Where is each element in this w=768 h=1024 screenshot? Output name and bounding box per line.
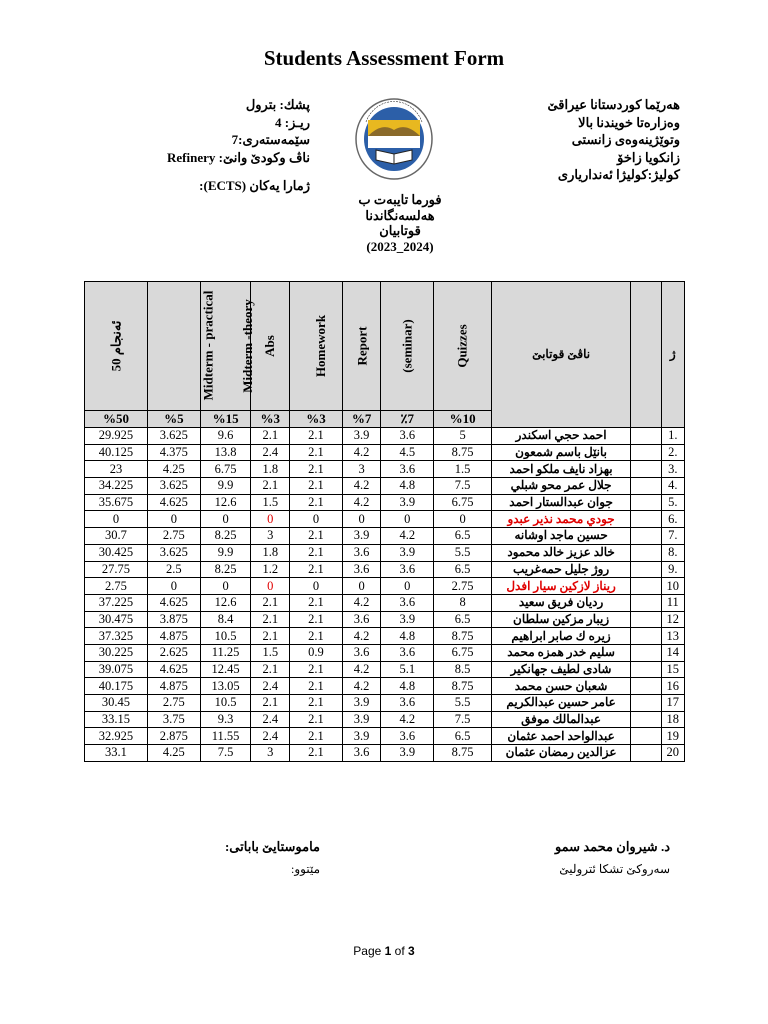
cell-seminar: 3.6: [381, 594, 434, 611]
cell-homework: 2.1: [290, 528, 343, 545]
cell-number: 3.: [661, 461, 684, 478]
cell-seminar: 3.6: [381, 461, 434, 478]
cell-report: 4.2: [342, 494, 381, 511]
cell-total: 27.75: [85, 561, 148, 578]
weight-midterm-practical: %5: [147, 411, 200, 428]
cell-number: 20: [661, 745, 684, 762]
cell-number: 10: [661, 578, 684, 595]
cell-quizzes: 6.5: [434, 528, 492, 545]
table-row: [85, 745, 685, 762]
table-row: [85, 428, 685, 445]
cell-number: 17: [661, 695, 684, 712]
cell-seminar: 0: [381, 511, 434, 528]
cell-report: 4.2: [342, 678, 381, 695]
table-row: [85, 728, 685, 745]
cell-total: 37.325: [85, 628, 148, 645]
table-row: [85, 661, 685, 678]
cell-theory: 8.25: [200, 528, 251, 545]
cell-practical: 2.5: [147, 561, 200, 578]
cell-total: 39.075: [85, 661, 148, 678]
cell-student-name: سليم خدر همزه محمد: [492, 644, 631, 661]
table-row: [85, 461, 685, 478]
header-name: ناڤێ قوتابێ: [492, 282, 631, 428]
cell-seminar: 3.9: [381, 611, 434, 628]
cell-student-name: زيبار مزكين سلطان: [492, 611, 631, 628]
cell-quizzes: 7.5: [434, 711, 492, 728]
cell-report: 3.9: [342, 728, 381, 745]
cell-total: 33.15: [85, 711, 148, 728]
cell-homework: 2.1: [290, 611, 343, 628]
cell-report: 3.6: [342, 745, 381, 762]
header-midterm-practical: Midterm - practical: [147, 282, 200, 411]
cell-student-name: جودي محمد نذير عبدو: [492, 511, 631, 528]
table-row: [85, 528, 685, 545]
cell-homework: 2.1: [290, 711, 343, 728]
form-title: [330, 192, 470, 254]
ects-line: ژمارا يەكان (ECTS):: [199, 178, 310, 193]
cell-total: 23: [85, 461, 148, 478]
table-row: [85, 478, 685, 495]
cell-student-name: عبدالمالك موفق: [492, 711, 631, 728]
cell-theory: 6.75: [200, 461, 251, 478]
cell-practical: 4.875: [147, 678, 200, 695]
cell-report: 4.2: [342, 444, 381, 461]
cell-total: 34.225: [85, 478, 148, 495]
department-line: پشك: بترول: [245, 97, 310, 112]
cell-practical: 4.625: [147, 661, 200, 678]
cell-abs: 2.4: [251, 711, 290, 728]
cell-homework: 0: [290, 578, 343, 595]
cell-report: 4.2: [342, 661, 381, 678]
cell-practical: 4.625: [147, 594, 200, 611]
cell-student-name: زيره ك صابر ابراهيم: [492, 628, 631, 645]
cell-report: 3.9: [342, 428, 381, 445]
table-row: [85, 628, 685, 645]
header-quizzes: Quizzes: [434, 282, 492, 411]
cell-total: 32.925: [85, 728, 148, 745]
cell-quizzes: 6.5: [434, 611, 492, 628]
cell-student-name: حسين ماجد اوشانه: [492, 528, 631, 545]
cell-seminar: 3.9: [381, 745, 434, 762]
head-signature: [470, 836, 670, 880]
cell-total: 37.225: [85, 594, 148, 611]
header-homework: Homework: [290, 282, 343, 411]
cell-practical: 3.875: [147, 611, 200, 628]
cell-practical: 3.625: [147, 478, 200, 495]
cell-seminar: 4.2: [381, 528, 434, 545]
cell-abs: 2.1: [251, 611, 290, 628]
cell-blank: [631, 511, 661, 528]
cell-student-name: عبدالواحد احمد عثمان: [492, 728, 631, 745]
cell-blank: [631, 728, 661, 745]
cell-homework: 2.1: [290, 428, 343, 445]
weight-quizzes: %10: [434, 411, 492, 428]
cell-homework: 2.1: [290, 544, 343, 561]
cell-theory: 13.05: [200, 678, 251, 695]
cell-number: 6.: [661, 511, 684, 528]
table-row: [85, 611, 685, 628]
cell-practical: 4.25: [147, 745, 200, 762]
cell-theory: 11.25: [200, 644, 251, 661]
cell-number: 19: [661, 728, 684, 745]
cell-seminar: 3.6: [381, 728, 434, 745]
cell-practical: 0: [147, 511, 200, 528]
cell-theory: 11.55: [200, 728, 251, 745]
cell-blank: [631, 628, 661, 645]
cell-blank: [631, 561, 661, 578]
table-row: [85, 494, 685, 511]
cell-abs: 3: [251, 528, 290, 545]
header-total: ئەنجام 50: [85, 282, 148, 411]
form-title-line-2: هەلسەنگاندنا: [365, 207, 435, 223]
cell-practical: 2.75: [147, 528, 200, 545]
cell-seminar: 4.8: [381, 478, 434, 495]
cell-quizzes: 1.5: [434, 461, 492, 478]
cell-report: 4.2: [342, 478, 381, 495]
table-row: [85, 711, 685, 728]
cell-student-name: روژ جليل حمەغريب: [492, 561, 631, 578]
cell-report: 3.9: [342, 528, 381, 545]
cell-number: 18: [661, 711, 684, 728]
cell-student-name: عزالدين رمضان عثمان: [492, 745, 631, 762]
cell-seminar: 3.6: [381, 644, 434, 661]
cell-abs: 0: [251, 578, 290, 595]
form-title-line-1: فورما تايبەت ب: [358, 192, 442, 207]
cell-number: 13: [661, 628, 684, 645]
cell-quizzes: 6.5: [434, 561, 492, 578]
cell-abs: 1.8: [251, 544, 290, 561]
cell-number: 1.: [661, 428, 684, 445]
cell-quizzes: 7.5: [434, 478, 492, 495]
cell-student-name: ريناز لازكين سيار افدل: [492, 578, 631, 595]
cell-blank: [631, 428, 661, 445]
table-row: [85, 644, 685, 661]
cell-student-name: رديان فريق سعيد: [492, 594, 631, 611]
cell-theory: 12.45: [200, 661, 251, 678]
cell-abs: 2.1: [251, 628, 290, 645]
weight-report: %7: [342, 411, 381, 428]
header-report: Report: [342, 282, 381, 411]
cell-total: 33.1: [85, 745, 148, 762]
cell-quizzes: 8: [434, 594, 492, 611]
cell-total: 30.45: [85, 695, 148, 712]
cell-homework: 2.1: [290, 628, 343, 645]
cell-report: 3.6: [342, 644, 381, 661]
cell-seminar: 3.9: [381, 544, 434, 561]
cell-number: 7.: [661, 528, 684, 545]
university-seal-icon: [354, 98, 434, 180]
cell-blank: [631, 578, 661, 595]
cell-practical: 4.25: [147, 461, 200, 478]
semester-line: سێمەستەری:7: [231, 132, 310, 147]
cell-blank: [631, 444, 661, 461]
cell-quizzes: 6.75: [434, 494, 492, 511]
cell-student-name: بانێل باسم شمعون: [492, 444, 631, 461]
cell-report: 3.9: [342, 695, 381, 712]
cell-report: 0: [342, 578, 381, 595]
cell-number: 16: [661, 678, 684, 695]
cell-practical: 3.625: [147, 544, 200, 561]
cell-student-name: شادی لطيف جهانكير: [492, 661, 631, 678]
cell-seminar: 4.2: [381, 711, 434, 728]
cell-abs: 2.1: [251, 478, 290, 495]
region-line: هەرێما کوردستانا عیراقێ: [547, 97, 680, 112]
weight-homework: %3: [290, 411, 343, 428]
cell-theory: 13.8: [200, 444, 251, 461]
table-row: [85, 561, 685, 578]
cell-number: 5.: [661, 494, 684, 511]
cell-blank: [631, 678, 661, 695]
cell-number: 9.: [661, 561, 684, 578]
cell-number: 11: [661, 594, 684, 611]
cell-practical: 0: [147, 578, 200, 595]
cell-abs: 2.4: [251, 678, 290, 695]
cell-theory: 9.6: [200, 428, 251, 445]
cell-abs: 2.4: [251, 728, 290, 745]
weight-total: %50: [85, 411, 148, 428]
cell-student-name: عامر حسين عبدالكريم: [492, 695, 631, 712]
institution-info: [510, 96, 680, 184]
cell-student-name: شعبان حسن محمد: [492, 678, 631, 695]
table-row: [85, 511, 685, 528]
cell-seminar: 3.9: [381, 494, 434, 511]
cell-total: 0: [85, 511, 148, 528]
cell-homework: 2.1: [290, 745, 343, 762]
cell-practical: 2.75: [147, 695, 200, 712]
cell-number: 4.: [661, 478, 684, 495]
ministry-line: وەزارەتا خويندنا بالا: [578, 114, 680, 130]
cell-homework: 2.1: [290, 444, 343, 461]
cell-report: 0: [342, 511, 381, 528]
cell-quizzes: 8.75: [434, 678, 492, 695]
weight-abs: %3: [251, 411, 290, 428]
header-seminar: (seminar): [381, 282, 434, 411]
cell-theory: 0: [200, 511, 251, 528]
cell-theory: 9.9: [200, 478, 251, 495]
cell-theory: 10.5: [200, 695, 251, 712]
header-abs: Abs: [251, 282, 290, 411]
college-line: كوليژ:كوليژا ئەنداريارى: [557, 167, 680, 182]
head-role: سەروكێ تشكا ئتروليێ: [559, 862, 670, 876]
cell-student-name: جلال عمر محو شبلي: [492, 478, 631, 495]
cell-homework: 2.1: [290, 594, 343, 611]
cell-quizzes: 6.75: [434, 644, 492, 661]
cell-blank: [631, 644, 661, 661]
cell-total: 30.475: [85, 611, 148, 628]
cell-homework: 2.1: [290, 695, 343, 712]
weight-seminar: ٪7: [381, 411, 434, 428]
cell-theory: 9.3: [200, 711, 251, 728]
cell-student-name: احمد حجي اسكندر: [492, 428, 631, 445]
cell-seminar: 3.6: [381, 428, 434, 445]
cell-abs: 2.4: [251, 444, 290, 461]
cell-seminar: 3.6: [381, 695, 434, 712]
cell-quizzes: 8.5: [434, 661, 492, 678]
cell-abs: 1.5: [251, 494, 290, 511]
cell-quizzes: 5.5: [434, 544, 492, 561]
table-row: [85, 678, 685, 695]
cell-report: 3.6: [342, 611, 381, 628]
cell-practical: 3.625: [147, 428, 200, 445]
cell-blank: [631, 544, 661, 561]
cell-practical: 2.625: [147, 644, 200, 661]
cell-seminar: 4.8: [381, 628, 434, 645]
cell-practical: 3.75: [147, 711, 200, 728]
cell-practical: 4.375: [147, 444, 200, 461]
cell-blank: [631, 461, 661, 478]
cell-total: 40.125: [85, 444, 148, 461]
date-label: مێتوو:: [291, 862, 320, 876]
course-name-line: ناڤ وكودێ وانێ: Refinery: [167, 149, 310, 165]
cell-homework: 2.1: [290, 461, 343, 478]
header-midterm-theory: Midterm -theory: [200, 282, 251, 411]
cell-abs: 0: [251, 511, 290, 528]
cell-quizzes: 2.75: [434, 578, 492, 595]
cell-total: 30.225: [85, 644, 148, 661]
cell-report: 4.2: [342, 628, 381, 645]
cell-quizzes: 0: [434, 511, 492, 528]
cell-total: 29.925: [85, 428, 148, 445]
cell-practical: 4.625: [147, 494, 200, 511]
stage-line: ريـز: 4: [275, 114, 310, 130]
university-line: زانكويا زاخۆ: [617, 149, 680, 165]
cell-seminar: 5.1: [381, 661, 434, 678]
cell-quizzes: 6.5: [434, 728, 492, 745]
cell-theory: 8.25: [200, 561, 251, 578]
cell-abs: 2.1: [251, 695, 290, 712]
cell-abs: 2.1: [251, 428, 290, 445]
cell-total: 40.175: [85, 678, 148, 695]
cell-blank: [631, 528, 661, 545]
cell-theory: 12.6: [200, 494, 251, 511]
cell-blank: [631, 745, 661, 762]
form-title-line-3: قوتابيان: [379, 223, 421, 238]
cell-blank: [631, 611, 661, 628]
cell-blank: [631, 594, 661, 611]
header-blank: [631, 282, 661, 428]
cell-total: 35.675: [85, 494, 148, 511]
cell-number: 15: [661, 661, 684, 678]
cell-theory: 12.6: [200, 594, 251, 611]
assessment-table: [84, 281, 685, 762]
cell-blank: [631, 711, 661, 728]
cell-theory: 10.5: [200, 628, 251, 645]
cell-number: 2.: [661, 444, 684, 461]
cell-number: 8.: [661, 544, 684, 561]
cell-homework: 0: [290, 511, 343, 528]
cell-theory: 0: [200, 578, 251, 595]
cell-quizzes: 5: [434, 428, 492, 445]
page-number: Page 1 of 3: [353, 944, 415, 958]
table-row: [85, 594, 685, 611]
cell-total: 30.7: [85, 528, 148, 545]
cell-student-name: بهزاد نايف ملكو احمد: [492, 461, 631, 478]
cell-report: 3: [342, 461, 381, 478]
cell-homework: 2.1: [290, 478, 343, 495]
cell-quizzes: 8.75: [434, 628, 492, 645]
cell-abs: 2.1: [251, 661, 290, 678]
cell-abs: 1.8: [251, 461, 290, 478]
cell-quizzes: 5.5: [434, 695, 492, 712]
head-name: د. شيروان محمد سمو: [554, 839, 670, 854]
teacher-signature: [200, 836, 320, 880]
cell-abs: 2.1: [251, 594, 290, 611]
teacher-label: ماموستایێ باباتی:: [224, 839, 320, 854]
cell-theory: 7.5: [200, 745, 251, 762]
cell-practical: 4.875: [147, 628, 200, 645]
cell-report: 3.6: [342, 561, 381, 578]
cell-blank: [631, 478, 661, 495]
cell-seminar: 3.6: [381, 561, 434, 578]
cell-report: 3.9: [342, 711, 381, 728]
table-row: [85, 444, 685, 461]
cell-blank: [631, 661, 661, 678]
cell-homework: 2.1: [290, 661, 343, 678]
cell-student-name: جوان عبدالستار احمد: [492, 494, 631, 511]
weight-midterm-theory: %15: [200, 411, 251, 428]
table-row: [85, 578, 685, 595]
cell-quizzes: 8.75: [434, 745, 492, 762]
cell-abs: 1.5: [251, 644, 290, 661]
academic-year: (2023_2024): [366, 238, 434, 254]
cell-abs: 3: [251, 745, 290, 762]
cell-abs: 1.2: [251, 561, 290, 578]
cell-student-name: خالد عزيز خالد محمود: [492, 544, 631, 561]
course-info: [150, 96, 310, 166]
cell-number: 14: [661, 644, 684, 661]
cell-seminar: 0: [381, 578, 434, 595]
cell-homework: 2.1: [290, 728, 343, 745]
cell-number: 12: [661, 611, 684, 628]
cell-report: 4.2: [342, 594, 381, 611]
cell-theory: 9.9: [200, 544, 251, 561]
cell-seminar: 4.8: [381, 678, 434, 695]
table-row: [85, 544, 685, 561]
cell-blank: [631, 494, 661, 511]
cell-homework: 2.1: [290, 561, 343, 578]
research-line: وتوێژينەوەی زانستی: [571, 132, 680, 147]
header-number: ژ: [661, 282, 684, 428]
cell-total: 2.75: [85, 578, 148, 595]
cell-total: 30.425: [85, 544, 148, 561]
cell-theory: 8.4: [200, 611, 251, 628]
cell-homework: 2.1: [290, 678, 343, 695]
cell-homework: 2.1: [290, 494, 343, 511]
cell-report: 3.6: [342, 544, 381, 561]
cell-practical: 2.875: [147, 728, 200, 745]
cell-blank: [631, 695, 661, 712]
cell-seminar: 4.5: [381, 444, 434, 461]
cell-quizzes: 8.75: [434, 444, 492, 461]
page-title: Students Assessment Form: [263, 46, 505, 70]
table-row: [85, 695, 685, 712]
cell-homework: 0.9: [290, 644, 343, 661]
